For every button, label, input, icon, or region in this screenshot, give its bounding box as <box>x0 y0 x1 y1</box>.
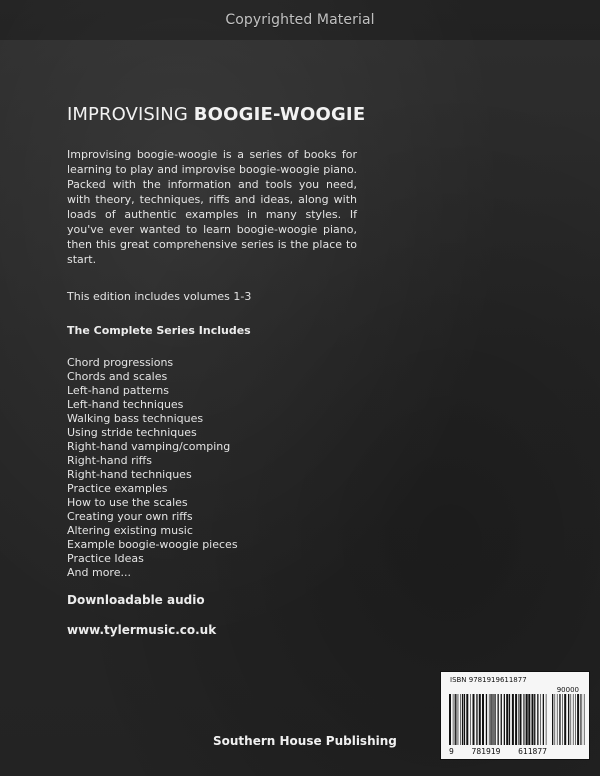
list-item: Chord progressions <box>67 356 174 369</box>
list-item: Practice examples <box>67 482 168 495</box>
isbn-digits <box>449 747 547 756</box>
list-item: Chords and scales <box>67 370 168 383</box>
list-item: Right-hand techniques <box>67 468 192 481</box>
barcode-addon-bars <box>552 694 585 745</box>
list-item: Right-hand vamping/comping <box>67 440 231 453</box>
book-title-light: IMPROVISING <box>67 104 194 125</box>
list-item: Example boogie-woogie pieces <box>67 538 238 551</box>
copyright-watermark: Copyrighted Material <box>225 12 375 28</box>
isbn-digit-group: 611877 <box>518 747 547 756</box>
series-list <box>67 356 357 580</box>
isbn-barcode <box>440 671 590 760</box>
book-title-bold: BOOGIE-WOOGIE <box>193 104 366 125</box>
list-item: Practice Ideas <box>67 552 144 565</box>
publisher-name: Southern House Publishing <box>213 734 397 748</box>
list-item: And more... <box>67 566 131 579</box>
list-item: Creating your own riffs <box>67 510 193 523</box>
list-item: Right-hand riffs <box>67 454 152 467</box>
book-title <box>67 104 366 125</box>
edition-note: This edition includes volumes 1-3 <box>67 290 252 303</box>
barcode-main-bars <box>449 694 547 745</box>
series-heading: The Complete Series Includes <box>67 324 251 337</box>
isbn-digit-group: 781919 <box>471 747 501 756</box>
list-item: How to use the scales <box>67 496 188 509</box>
list-item: Left-hand patterns <box>67 384 169 397</box>
isbn-digit-group: 9 <box>449 747 454 756</box>
downloadable-audio-note: Downloadable audio <box>67 593 205 607</box>
book-description: Improvising boogie-woogie is a series of books for learning to play and improvise boogie-woogie piano. Packed with the information and tools you need, with theory, techniques, riffs and ideas, along with loads of authentic examples in many styles. If you've ever wanted to learn boogie-woogie piano, then this great comprehensive series is the place to start. <box>67 148 357 266</box>
barcode-addon-number: 90000 <box>556 686 579 694</box>
cover-text-block <box>67 104 366 637</box>
website-url: www.tylermusic.co.uk <box>67 623 217 637</box>
list-item: Walking bass techniques <box>67 412 204 425</box>
isbn-label: ISBN 9781919611877 <box>450 676 527 684</box>
list-item: Left-hand techniques <box>67 398 184 411</box>
list-item: Altering existing music <box>67 524 193 537</box>
list-item: Using stride techniques <box>67 426 197 439</box>
copyright-watermark-bar <box>0 0 600 40</box>
